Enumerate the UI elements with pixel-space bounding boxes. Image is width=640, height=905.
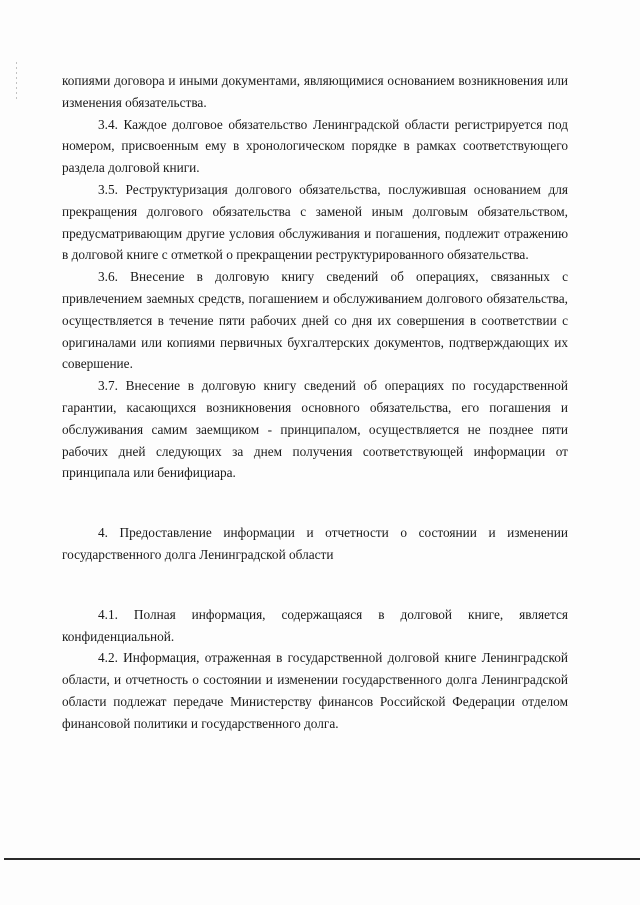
paragraph-3-4: 3.4. Каждое долговое обязательство Ленинградской области регистрируется под номером, присвоенным ему в хронологическом порядке в рамках соответствующего раздела долговой книги. [62,116,568,176]
scan-artifact [16,62,17,100]
paragraph-3-5: 3.5. Реструктуризация долгового обязательства, послужившая основанием для прекращения долгового обязательства с заменой иным долговым обязательством, предусматривающим другие условия обслуживания и погашения, подлежит отражению в долговой книге с отметкой о прекращении реструктурированного обязательства. [62,181,568,263]
paragraph-3-6: 3.6. Внесение в долговую книгу сведений об операциях, связанных с привлечением заемных средств, погашением и обслуживанием долгового обязательства, осуществляется в течение пяти рабочих дней со дня их совершения в соответствии с оригиналами или копиями первичных бухгалтерских документов, подтверждающих их совершение. [62,269,568,372]
page-bottom-rule [4,858,640,860]
paragraph-continuation: копиями договора и иными документами, являющимися основанием возникновения или изменения обязательства. [62,73,568,110]
document-body [62,70,568,735]
section-4-title: 4. Предоставление информации и отчетности о состоянии и изменении государственного долга Ленинградской области [62,525,568,562]
paragraph-3-7: 3.7. Внесение в долговую книгу сведений об операциях по государственной гарантии, касающихся возникновения основного обязательства, его погашения и обслуживания самим заемщиком - принципалом, осуществляется не позднее пяти рабочих дней следующих за днем получения соответствующей информации от принципала или бенифициара. [62,378,568,481]
paragraph-4-2: 4.2. Информация, отраженная в государственной долговой книге Ленинградской области, и отчетность о состоянии и изменении государственного долга Ленинградской области подлежат передаче Министерству финансов Российской Федерации отделом финансовой политики и государственного долга. [62,650,568,731]
paragraph-4-1: 4.1. Полная информация, содержащаяся в долговой книге, является конфиденциальной. [62,606,568,644]
